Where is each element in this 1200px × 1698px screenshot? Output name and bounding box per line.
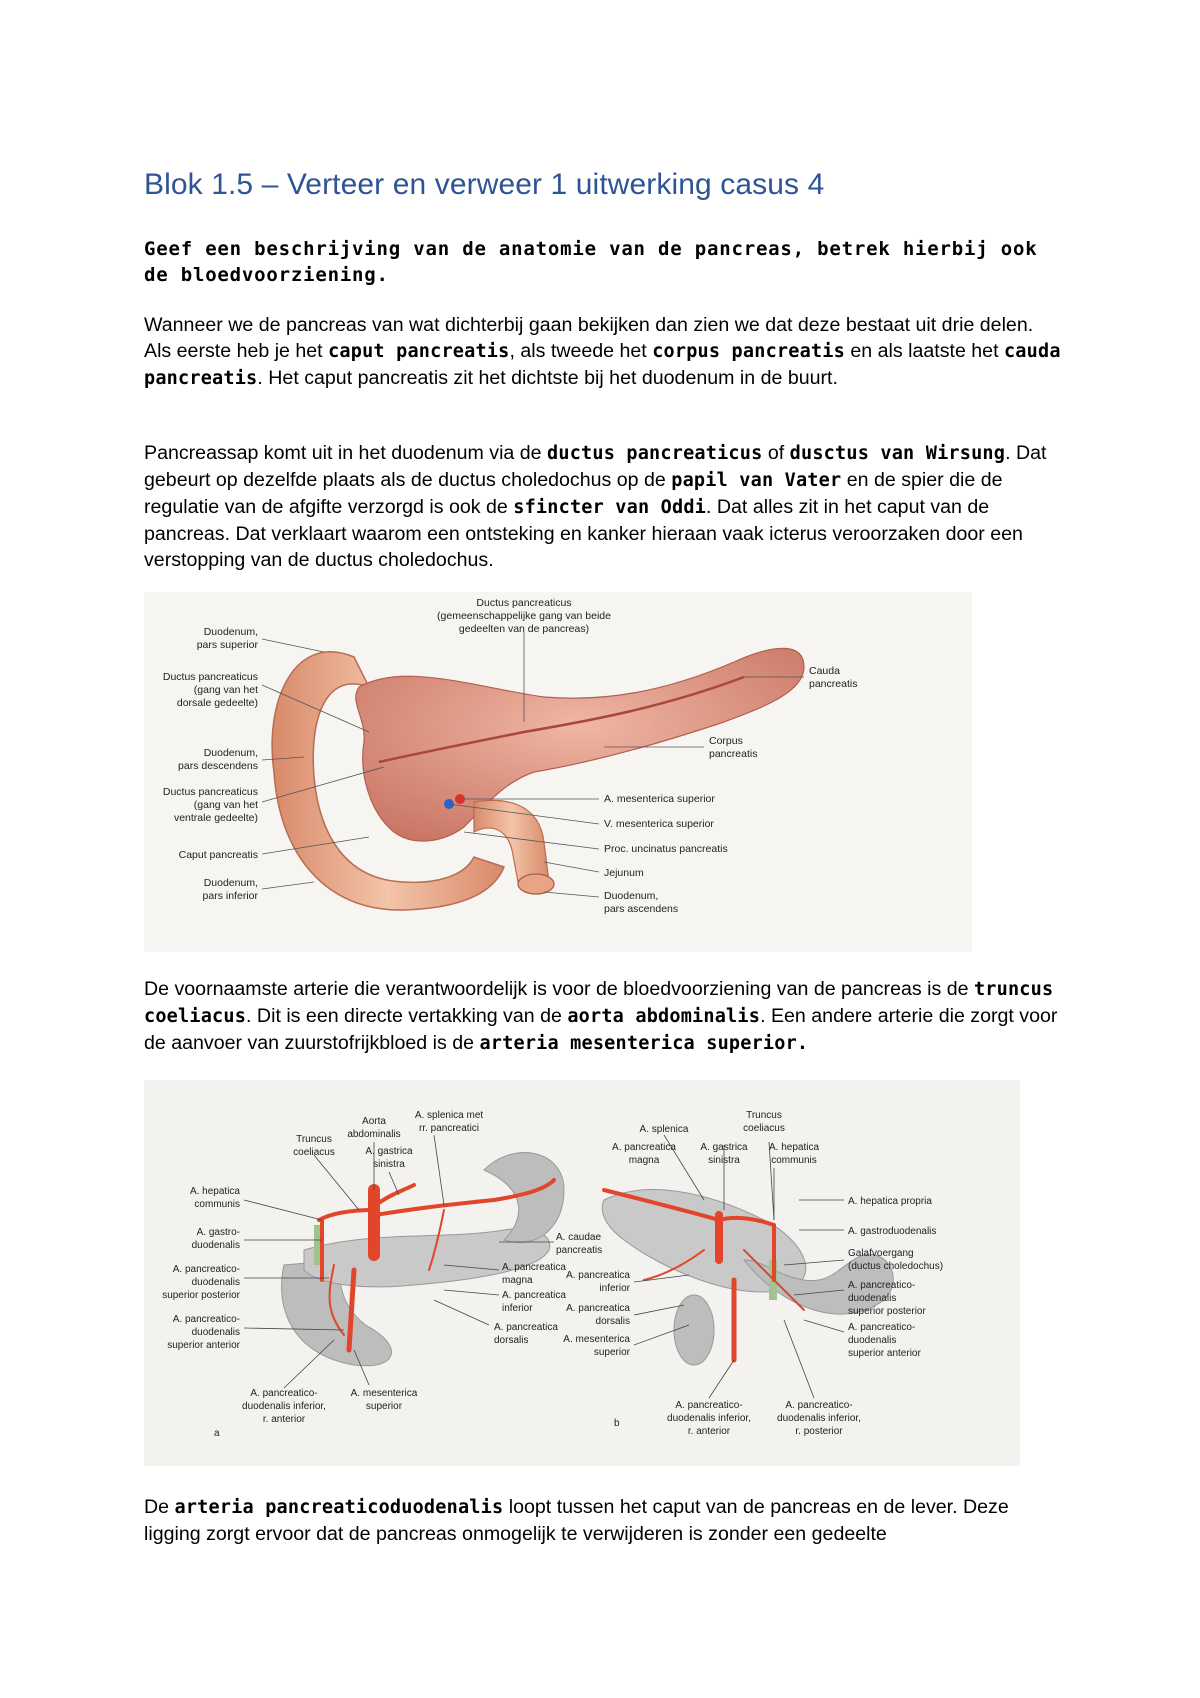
- b-label-propria: A. hepatica propria: [848, 1196, 932, 1207]
- label-a-mesenterica-superior: A. mesenterica superior: [604, 793, 715, 805]
- label-v-mesenterica-superior: V. mesenterica superior: [604, 818, 714, 830]
- b-label-pdia: A. pancreatico-duodenalis inferior, r. anterior: [667, 1400, 751, 1437]
- a-label-pdi: A. pancreatico-duodenalis inferior, r. anterior: [242, 1388, 326, 1425]
- label-duodenum-pars-superior: Duodenum, pars superior: [196, 626, 258, 651]
- b-label-gastrica: A. gastrica sinistra: [700, 1142, 748, 1166]
- label-ductus-main: Ductus pancreaticus (gemeenschappelijke gang van beide gedeelten van de pancreas): [437, 597, 611, 635]
- a-label-caudae: A. caudae pancreatis: [556, 1232, 603, 1256]
- b-label-mes: A. mesenterica superior: [563, 1334, 630, 1358]
- b-label-pdsp: A. pancreatico-duodenalis superior posterior: [848, 1280, 926, 1317]
- b-label-galgang: Galafvoergang (ductus choledochus): [848, 1248, 944, 1272]
- label-ductus-dorsal: Ductus pancreaticus (gang van het dorsale gedeelte): [162, 671, 258, 709]
- a-label-magna: A. pancreatica magna: [502, 1262, 566, 1286]
- label-duodenum-pars-ascendens: Duodenum, pars ascendens: [604, 890, 679, 915]
- label-cauda-pancreatis: Cauda pancreatis: [809, 665, 858, 690]
- paragraph-ductus: Pancreassap komt uit in het duodenum via de ductus pancreaticus of dusctus van Wirsung. Dat gebeurt op dezelfde plaats als de ductus choledochus op de papil van Vater en de spier die de regulatie van de afgifte verzorgd is ook de sfincter van Oddi. Dat alles zit in het caput van de pancreas. Dat verklaart waarom een ontsteking en kanker hieraan vaak icterus veroorzaken door een verstopping van de ductus choledochus.: [144, 442, 1047, 571]
- paragraph-bloodsupply: De voornaamste arterie die verantwoordelijk is voor de bloedvoorziening van de pancreas is de truncus coeliacus. Dit is een directe vertakking van de aorta abdominalis. Een andere arterie die zorgt voor de aanvoer van zuurstofrijkbloed is de arteria mesenterica superior.: [144, 978, 1058, 1054]
- a-label-pdsa: A. pancreatico-duodenalis superior anterior: [167, 1314, 240, 1351]
- label-caput-pancreatis: Caput pancreatis: [178, 849, 258, 861]
- a-panel-letter: a: [214, 1428, 220, 1439]
- a-label-dorsalis: A. pancreatica dorsalis: [494, 1322, 558, 1346]
- b-label-dorsalis: A. pancreatica dorsalis: [566, 1303, 630, 1327]
- pancreas-anatomy-figure: [144, 592, 972, 952]
- label-duodenum-pars-descendens: Duodenum, pars descendens: [178, 747, 258, 772]
- b-label-pdip: A. pancreatico-duodenalis inferior, r. posterior: [777, 1400, 861, 1437]
- label-jejunum: Jejunum: [604, 867, 644, 879]
- b-label-truncus: Truncus coeliacus: [743, 1110, 785, 1134]
- a-label-mes: A. mesenterica superior: [350, 1388, 418, 1412]
- b-label-inferior: A. pancreatica inferior: [566, 1270, 630, 1294]
- a-label-inferior: A. pancreatica inferior: [502, 1290, 566, 1314]
- label-corpus-pancreatis: Corpus pancreatis: [709, 735, 758, 760]
- question-heading: Geef een beschrijving van de anatomie van de pancreas, betrek hierbij ook de bloedvoorziening.: [144, 238, 1038, 286]
- a-label-gastroduodenalis: A. gastro-duodenalis: [191, 1227, 240, 1251]
- a-label-pdsp: A. pancreatico-duodenalis superior posterior: [162, 1264, 240, 1301]
- b-label-pdsa: A. pancreatico-duodenalis superior anterior: [848, 1322, 921, 1359]
- a-label-aorta: Aorta abdominalis: [347, 1116, 401, 1140]
- label-ductus-ventral: Ductus pancreaticus (gang van het ventrale gedeelte): [162, 786, 258, 824]
- b-label-magna: A. pancreatica magna: [612, 1142, 676, 1166]
- label-duodenum-pars-inferior: Duodenum, pars inferior: [202, 877, 258, 902]
- paragraph-anatomy: Wanneer we de pancreas van wat dichterbij gaan bekijken dan zien we dat deze bestaat uit drie delen. Als eerste heb je het caput pancreatis, als tweede het corpus pancreatis en als laatste het cauda pancreatis. Het caput pancreatis zit het dichtste bij het duodenum in de buurt.: [144, 314, 1061, 389]
- b-panel-letter: b: [614, 1418, 620, 1429]
- pancreas-bloodsupply-figure: [144, 1080, 1020, 1466]
- a-label-hepatica: A. hepatica communis: [189, 1186, 240, 1210]
- document-title: Blok 1.5 – Verteer en verweer 1 uitwerking casus 4: [144, 168, 825, 201]
- b-label-hepatica: A. hepatica communis: [768, 1142, 820, 1166]
- a-label-splenica: A. splenica met rr. pancreatici: [414, 1110, 484, 1134]
- b-label-splenica: A. splenica: [639, 1124, 689, 1135]
- a-label-truncus: Truncus coeliacus: [293, 1134, 335, 1158]
- a-label-gastrica: A. gastrica sinistra: [365, 1146, 413, 1170]
- paragraph-pancreaticoduodenalis: De arteria pancreaticoduodenalis loopt tussen het caput van de pancreas en de lever. Deze ligging zorgt ervoor dat de pancreas onmogelijk te verwijderen is zonder een gedeelte: [144, 1496, 1009, 1545]
- b-label-gastroduodenalis: A. gastroduodenalis: [848, 1226, 937, 1237]
- label-proc-uncinatus: Proc. uncinatus pancreatis: [604, 843, 728, 855]
